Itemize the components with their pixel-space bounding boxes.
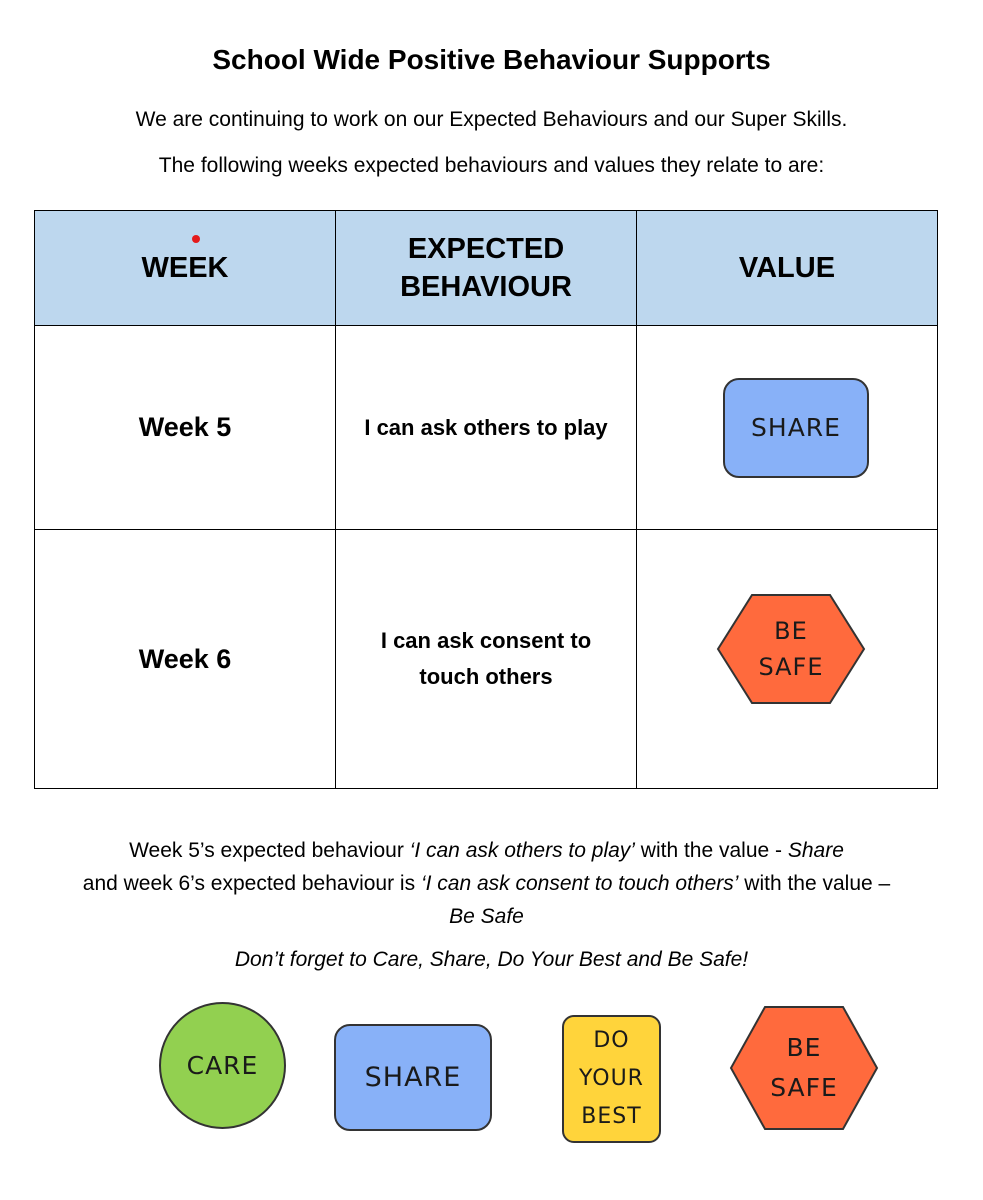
be-safe-badge: BE SAFE <box>716 593 866 705</box>
week-cell: Week 6 <box>35 530 336 789</box>
behaviour-table <box>34 210 938 789</box>
share-badge: SHARE <box>723 378 869 478</box>
table-row <box>35 326 938 530</box>
do-your-best-badge: DO YOUR BEST <box>562 1015 661 1143</box>
table-header-row <box>35 211 938 326</box>
intro-line-1: We are continuing to work on our Expected Behaviours and our Super Skills. <box>135 108 848 131</box>
be-safe-badge: BE SAFE <box>729 1005 879 1131</box>
reminder-text: Don’t forget to Care, Share, Do Your Best and Be Safe! <box>234 948 749 971</box>
behaviour-cell: I can ask others to play <box>336 326 637 530</box>
header-expected-behaviour: EXPECTED BEHAVIOUR <box>336 211 637 326</box>
care-badge: CARE <box>159 1002 286 1129</box>
summary-paragraph: Week 5’s expected behaviour ‘I can ask others to play’ with the value - Share and week 6’s expected behaviour is ‘I can ask consent to touch others’ with the value – Be Safe <box>82 839 891 928</box>
behaviour-cell: I can ask consent to touch others <box>336 530 637 789</box>
value-cell <box>637 326 938 530</box>
page-title: School Wide Positive Behaviour Supports <box>212 44 771 75</box>
header-week: WEEK <box>35 211 336 326</box>
intro-line-2: The following weeks expected behaviours and values they relate to are: <box>158 154 825 177</box>
table-row <box>35 530 938 789</box>
share-badge: SHARE <box>334 1024 492 1131</box>
header-value: VALUE <box>637 211 938 326</box>
red-dot-marker <box>192 235 200 243</box>
value-cell <box>637 530 938 789</box>
week-cell: Week 5 <box>35 326 336 530</box>
